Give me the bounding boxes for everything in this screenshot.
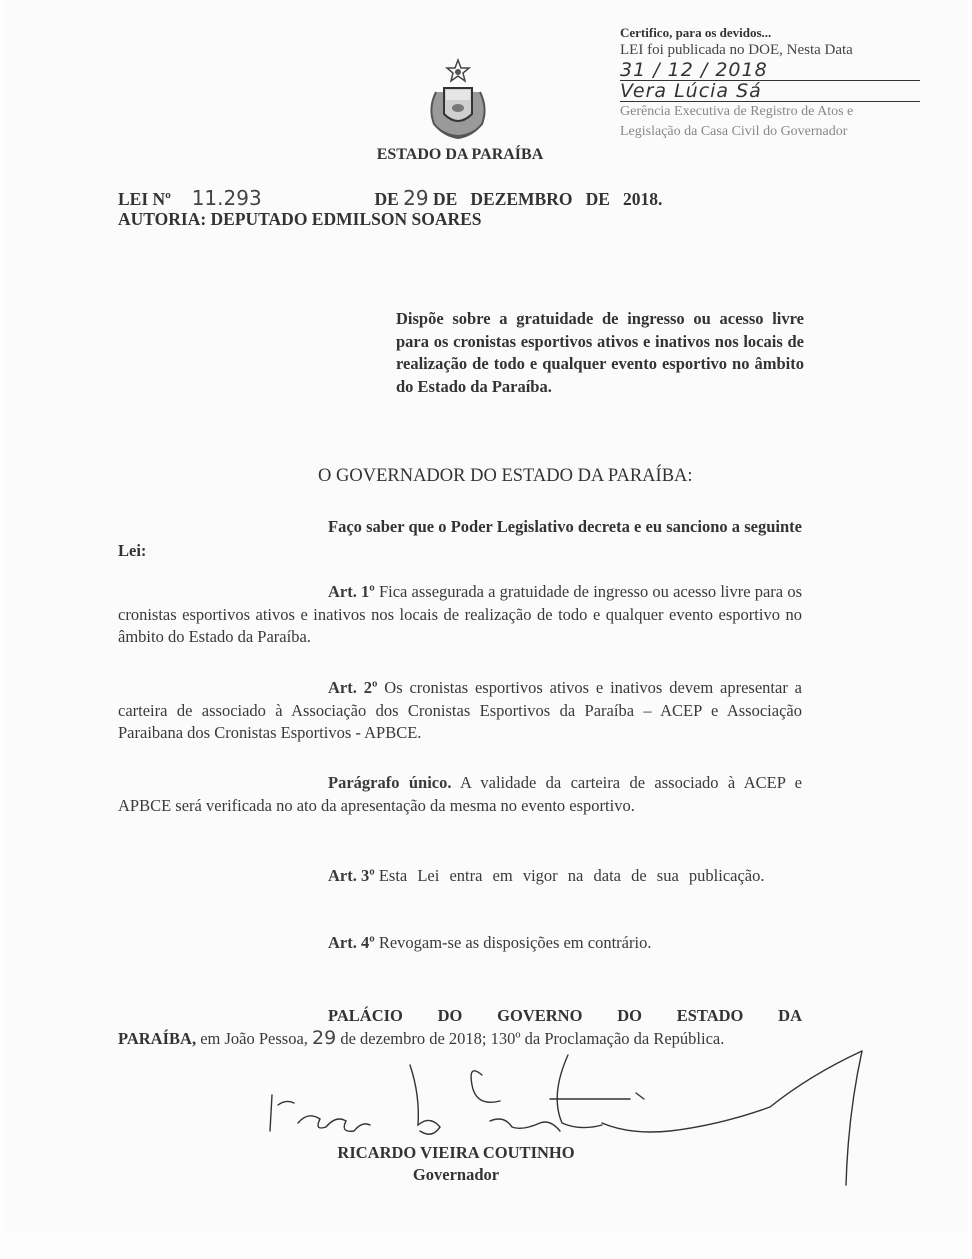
stamp-office-line1: Gerência Executiva de Registro de Atos e — [620, 104, 854, 119]
law-date-rest: DE DEZEMBRO DE 2018. — [432, 189, 663, 209]
law-summary: Dispõe sobre a gratuidade de ingresso ou acesso livre para os cronistas esportivos ativos e inativos nos locais de realização de todo e qualquer evento esportivo no âmbito do Estado da Paraíba. — [396, 309, 804, 396]
stamp-top-line: Certifico, para os devidos... — [620, 28, 772, 40]
governor-name: RICARDO VIEIRA COUTINHO — [337, 1143, 575, 1162]
governor-heading: O GOVERNADOR DO ESTADO DA PARAÍBA: — [318, 466, 693, 486]
palace-name: PALÁCIO DO GOVERNO DO ESTADO DA PARAÍBA, — [118, 1006, 802, 1048]
article-1-label: Art. 1º — [328, 582, 375, 601]
state-name: ESTADO DA PARAÍBA — [376, 146, 544, 163]
stamp-published-line: LEI foi publicada no DOE, Nesta Data — [620, 42, 853, 58]
law-author: AUTORIA: DEPUTADO EDMILSON SOARES — [118, 209, 482, 229]
article-4-label: Art. 4º — [328, 933, 375, 952]
article-4 — [118, 932, 802, 955]
article-3-label: Art. 3º — [328, 866, 375, 885]
sole-paragraph-label: Parágrafo único. — [328, 773, 452, 792]
article-3 — [118, 864, 802, 888]
preamble: Faço saber que o Poder Legislativo decreta e eu sanciono a seguinte Lei: — [118, 517, 802, 560]
law-label: LEI Nº — [118, 189, 171, 209]
law-date-de: DE — [374, 189, 399, 209]
closing-day-handwritten: 29 — [312, 1027, 337, 1049]
law-number-line — [118, 186, 802, 210]
article-2-text: Os cronistas esportivos ativos e inativos devem apresentar a carteira de associado à Associação dos Cronistas Esportivos da Paraíba – ACEP e Associação Paraibana dos Cronistas Esportivos - APBCE. — [118, 678, 803, 742]
stamp-office-line2: Legislação da Casa Civil do Governador — [620, 124, 848, 139]
governor-title: Governador — [412, 1165, 500, 1184]
sole-paragraph-text: A validade da carteira de associado à ACEP e APBCE será verificada no ato da apresentação da mesma no evento esportivo. — [118, 773, 803, 815]
article-1 — [118, 581, 802, 649]
stamp-date-handwritten: 31 / 12 / 2018 — [620, 60, 920, 81]
article-2-label: Art. 2º — [328, 678, 378, 697]
publication-stamp — [620, 28, 920, 142]
closing-rest: de dezembro de 2018; 130º da Proclamação da República. — [340, 1029, 725, 1048]
law-number-handwritten: 11.293 — [191, 186, 262, 210]
article-2 — [118, 677, 802, 745]
article-4-text: Revogam-se as disposições em contrário. — [378, 933, 652, 952]
article-1-text: Fica assegurada a gratuidade de ingresso ou acesso livre para os cronistas esportivos ativos e inativos nos locais de realização de todo e qualquer evento esportivo no âmbito do Estado da Paraíba. — [118, 582, 802, 646]
coat-of-arms-icon — [424, 58, 492, 144]
stamp-signature-handwritten: Vera Lúcia Sá — [620, 81, 920, 102]
article-3-text: Esta Lei entra em vigor na data de sua publicação. — [378, 866, 765, 885]
article-2-sole-paragraph — [118, 772, 802, 817]
law-day-handwritten: 29 — [403, 186, 429, 210]
closing-city: em João Pessoa, — [200, 1029, 308, 1048]
